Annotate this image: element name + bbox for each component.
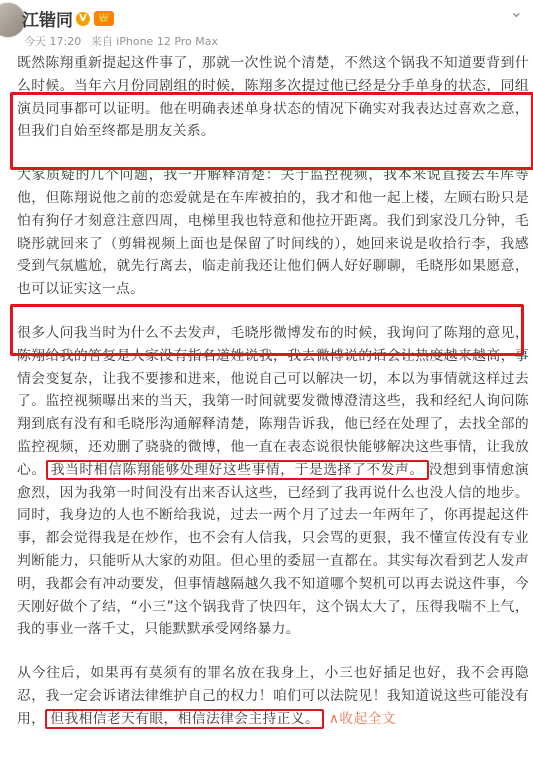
paragraph-4 [17, 662, 529, 730]
post-meta [24, 33, 224, 49]
vip-crown-icon: 👑 [94, 11, 114, 26]
post-source[interactable]: 来自 iPhone 12 Pro Max [90, 35, 219, 48]
collapse-link[interactable] [329, 711, 396, 727]
paragraph-1: 既然陈翔重新提起这件事了，那就一次性说个清楚，不然这个锅我不知道要背到什么时候。当年六月份同剧组的时候，陈翔多次提过他已经是分手单身的状态，同组演员同事都可以证明。他在明确表述单身状态的情况下确实对我表达过喜欢之意，但我们自始至终都是朋友关系。 [17, 55, 529, 140]
collapse-text[interactable]: 收起全文 [339, 710, 396, 727]
highlighted-sentence: 我当时相信陈翔能够处理好这些事情，于是选择了不发声。 [46, 460, 429, 480]
chevron-down-icon[interactable]: ⌄ [509, 2, 523, 21]
paragraph-4-part-a: 从今往后，如果再有莫须有的罪名放在我身上，小三也好插足也好，我不会再隐忍，我一定会诉诸法律维护自己的权力！咱们可以法院见！我知道说这些可能没有用， [17, 665, 529, 727]
paragraph-2: 大家质疑的几个问题，我一并解释清楚：关于监控视频，我本来说直接去车库等他，但陈翔说他之前的恋爱就是在车库被拍的，我才和他一起上楼，左顾右盼只是怕有狗仔才刻意注意四周，电梯里我也特意和他拉开距离。我们到家没几分钟，毛晓彤就回来了（剪辑视频上面也是保留了时间线的），她回来说是收拾行李，我感受到气氛尴尬，就先行离去，临走前我还让他们俩人好好聊聊，毛晓彤如果愿意，也可以证实这一点。 [17, 167, 529, 298]
username[interactable] [22, 6, 114, 31]
post-time: 今天 17:20 [24, 35, 82, 48]
paragraph-3 [17, 322, 529, 641]
post-body [17, 52, 529, 752]
paragraph-3-part-b: 没想到事情愈演愈烈，因为我第一时间没有出来否认这些，已经到了我再说什么也没人信的地步。同时，我身边的人也不断给我说，过去一两个月了过去一年两年了，你再提起这件事，都会觉得我是在炒作，也不会有人信我，只会骂的更狠，我不懂宣传没有专业判断能力，只能听从大家的劝阻。但心里的委屈一直都在。其实每次看到艺人发声明，我都会有冲动要发，但事情越隔越久我不知道哪个契机可以再去说这件事，今天刚好做个了结，“小三”这个锅我背了快四年，这个锅太大了，压得我喘不上气，我的事业一落千丈，只能默默承受网络暴力。 [17, 461, 530, 638]
highlighted-sentence-final: 但我相信老天有眼，相信法律会主持正义。 [45, 709, 324, 729]
username-text[interactable]: 江锴同 [22, 11, 73, 31]
post-header [0, 0, 533, 52]
paragraph-3-part-a: 很多人问我当时为什么不去发声，毛晓彤微博发布的时候，我询问了陈翔的意见，陈翔给我的答复是人家没有指名道姓说我，我去微博说的话会让热度越来越高，事情会变复杂，让我不要掺和进来，他说自己可以解决一切，本以为事情就这样过去了。监控视频曝出来的当天，我第一时间就要发微博澄清这些，我和经纪人询问陈翔到底有没有和毛晓彤沟通解释清楚，陈翔告诉我，他已经在处理了，去找全部的监控视频，还劝删了骁骁的微博，他一直在表态说很快能够解决这些事情，让我放心。 [17, 324, 529, 478]
chevron-up-icon: ∧ [328, 710, 340, 727]
verified-icon: V [76, 12, 90, 26]
